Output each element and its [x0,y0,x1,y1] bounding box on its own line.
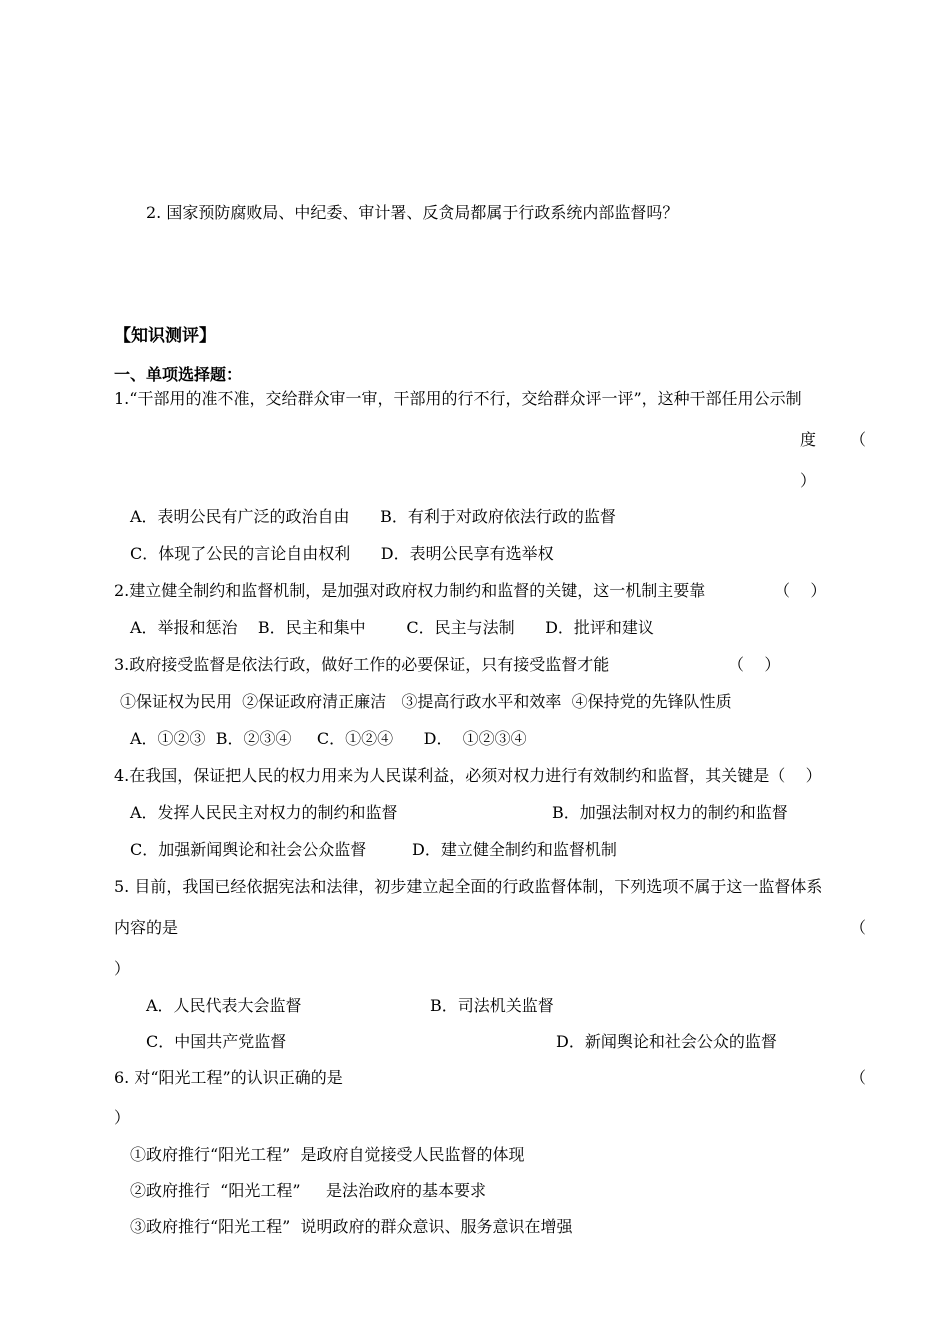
question-6-item-3: ③政府推行“阳光工程” 说明政府的群众意识、服务意识在增强 [130,1217,573,1236]
question-3-stem: 3.政府接受监督是依法行政，做好工作的必要保证，只有接受监督才能 [114,655,610,674]
question-3-items: ①保证权为民用 ②保证政府清正廉洁 ③提高行政水平和效率 ④保持党的先锋队性质 [120,692,732,711]
question-1-options-ab: A．表明公民有广泛的政治自由 B．有利于对政府依法行政的监督 [130,507,616,526]
question-4-options-cd: C．加强新闻舆论和社会公众监督 D．建立健全制约和监督机制 [130,840,617,859]
section-title: 【知识测评】 [114,326,216,346]
question-4-option-a: A．发挥人民民主对权力的制约和监督 [130,803,398,822]
question-1-options-cd: C．体现了公民的言论自由权利 D．表明公民享有选举权 [130,544,554,563]
question-6-paren-close: ） [114,1108,131,1127]
question-6-item-1: ①政府推行“阳光工程” 是政府自觉接受人民监督的体现 [130,1145,525,1164]
prior-question: 2. 国家预防腐败局、中纪委、审计署、反贪局都属于行政系统内部监督吗？ [146,203,679,222]
question-4-option-b: B．加强法制对权力的制约和监督 [552,803,788,822]
question-5-option-b: B．司法机关监督 [430,996,554,1015]
question-1-paren-open: （ [850,430,867,449]
question-2-paren: （ ） [774,581,827,600]
question-5-option-c: C．中国共产党监督 [146,1032,287,1051]
question-1-stem-end: 度 [800,430,817,449]
part-title: 一、单项选择题： [114,365,243,384]
question-3-options: A．①②③ B．②③④ C．①②④ D． ①②③④ [130,729,527,748]
question-5-paren-open: （ [850,918,867,937]
question-1-stem: 1.“干部用的准不准，交给群众审一审，干部用的行不行，交给群众评一评”，这种干部任用公示制 [114,389,802,408]
question-4-stem: 4.在我国，保证把人民的权力用来为人民谋利益，必须对权力进行有效制约和监督，其关键是（ ） [114,766,822,785]
question-6-paren-open: （ [850,1068,867,1087]
question-2-stem: 2.建立健全制约和监督机制，是加强对政府权力制约和监督的关键，这一机制主要靠 [114,581,706,600]
question-5-option-d: D．新闻舆论和社会公众的监督 [556,1032,777,1051]
question-5-option-a: A．人民代表大会监督 [146,996,302,1015]
question-6-item-2: ②政府推行 “阳光工程” 是法治政府的基本要求 [130,1181,486,1200]
question-1-paren-close: ） [800,471,817,490]
question-3-paren: （ ） [728,655,781,674]
question-5-paren-close: ） [114,959,131,978]
question-2-options: A．举报和惩治 B．民主和集中 C．民主与法制 D．批评和建议 [130,618,654,637]
question-5-stem-cont: 内容的是 [114,918,179,937]
question-5-stem: 5. 目前，我国已经依据宪法和法律，初步建立起全面的行政监督体制，下列选项不属于这一监督体系 [114,877,823,896]
question-6-stem: 6. 对“阳光工程”的认识正确的是 [114,1068,343,1087]
